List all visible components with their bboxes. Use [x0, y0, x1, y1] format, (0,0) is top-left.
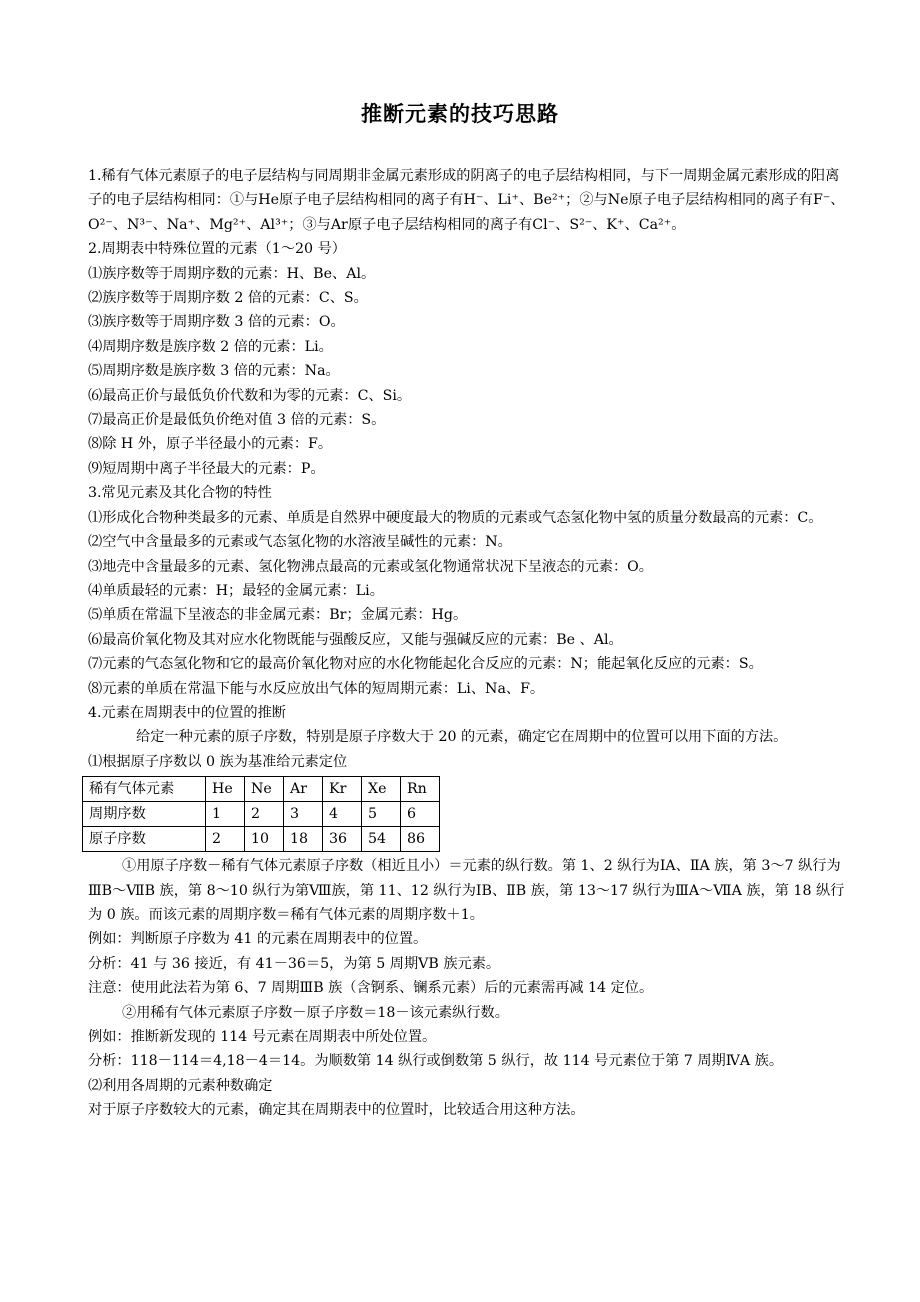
table-cell: Rn — [401, 777, 440, 802]
list-item: ⑺最高正价是最低负价绝对值 3 倍的元素：S。 — [88, 412, 386, 429]
analysis-paragraph: 分析：41 与 36 接近，有 41－36＝5，为第 5 周期ⅤB 族元素。 — [88, 955, 501, 972]
list-item: ⑷周期序数是族序数 2 倍的元素：Li。 — [88, 338, 333, 355]
example-paragraph: 例如：推断新发现的 114 号元素在周期表中所处位置。 — [88, 1029, 437, 1045]
intro-paragraph: 给定一种元素的原子序数，特别是原子序数大于 20 的元素，确定它在周期中的位置可以用下面的方法。 — [136, 729, 788, 746]
table-cell: Ar — [284, 777, 323, 802]
table-cell: 4 — [323, 802, 362, 827]
analysis-paragraph: 分析：118－114＝4,18－4＝14。为顺数第 14 纵行或倒数第 5 纵行，故 114 号元素位于第 7 周期ⅣA 族。 — [88, 1053, 784, 1070]
section-heading-2: 2.周期表中特殊位置的元素（1～20 号） — [88, 241, 346, 258]
list-item: ⑸周期序数是族序数 3 倍的元素：Na。 — [88, 363, 340, 380]
list-item: ⑶地壳中含量最多的元素、氢化物沸点最高的元素或氢化物通常状况下呈液态的元素：O。 — [88, 558, 653, 575]
table-cell: 3 — [284, 802, 323, 827]
table-cell: 54 — [362, 827, 401, 852]
list-item: ⑵空气中含量最多的元素或气态氢化物的水溶液呈碱性的元素：N。 — [88, 534, 512, 551]
table-cell: 36 — [323, 827, 362, 852]
table-cell: 2 — [206, 827, 245, 852]
table-cell: 2 — [245, 802, 284, 827]
list-item: ⑴形成化合物种类最多的元素、单质是自然界中硬度最大的物质的元素或气态氢化物中氢的质量分数最高的元素：C。 — [88, 509, 823, 526]
list-item: ⑻元素的单质在常温下能与水反应放出气体的短周期元素：Li、Na、F。 — [88, 680, 545, 697]
subheading-method-2: ⑵利用各周期的元素种数确定 — [88, 1077, 273, 1094]
section-heading-3: 3.常见元素及其化合物的特性 — [88, 485, 272, 502]
table-cell: Kr — [323, 777, 362, 802]
table-cell: He — [206, 777, 245, 802]
table-row — [83, 777, 440, 802]
note-paragraph: 注意：使用此法若为第 6、7 周期ⅢB 族（含锕系、镧系元素）后的元素需再减 14 定位。 — [88, 980, 654, 997]
subheading-method-1: ⑴根据原子序数以 0 族为基准给元素定位 — [88, 753, 348, 770]
list-item: ⑸单质在常温下呈液态的非金属元素：Br；金属元素：Hg。 — [88, 607, 468, 624]
list-item: ⑼短周期中离子半径最大的元素：P。 — [88, 460, 325, 477]
table-cell: 86 — [401, 827, 440, 852]
example-paragraph: 例如：判断原子序数为 41 的元素在周期表中的位置。 — [88, 931, 428, 948]
table-cell: Ne — [245, 777, 284, 802]
method-2-rule: ②用稀有气体元素原子序数－原子序数＝18－该元素纵行数。 — [122, 1004, 509, 1021]
table-row — [83, 827, 440, 852]
table-cell: 稀有气体元素 — [83, 777, 206, 802]
method-1-rule: ①用原子序数－稀有气体元素原子序数（相近且小）＝元素的纵行数。第 1、2 纵行为ⅠA、ⅡA 族，第 3～7 纵行为ⅢB～ⅦB 族，第 8～10 纵行为第Ⅷ族，第 11、12 纵行为ⅠB、ⅡB 族，第 13～17 纵行为ⅢA～ⅦA 族，第 18 纵行为 0 族。而该元素的周期序数＝稀有气体元素的周期序数＋1。 — [88, 858, 845, 923]
table-cell: 10 — [245, 827, 284, 852]
table-cell: 原子序数 — [83, 827, 206, 852]
document-title: 推断元素的技巧思路 — [361, 102, 559, 126]
list-item: ⑹最高正价与最低负价代数和为零的元素：C、Si。 — [88, 387, 412, 404]
table-cell: 周期序数 — [83, 802, 206, 827]
section-heading-4: 4.元素在周期表中的位置的推断 — [88, 704, 286, 721]
list-item: ⑺元素的气态氢化物和它的最高价氧化物对应的水化物能起化合反应的元素：N；能起氧化反应的元素：S。 — [88, 656, 763, 673]
table-cell: 6 — [401, 802, 440, 827]
list-item: ⑻除 H 外，原子半径最小的元素：F。 — [88, 436, 333, 453]
closing-paragraph: 对于原子序数较大的元素，确定其在周期表中的位置时，比较适合用这种方法。 — [88, 1102, 585, 1119]
table-cell: Xe — [362, 777, 401, 802]
paragraph-noble-gas-structure: 1.稀有气体元素原子的电子层结构与同周期非金属元素形成的阴离子的电子层结构相同，与下一周期金属元素形成的阳离子的电子层结构相同：①与He原子电子层结构相同的离子有H⁻、Li⁺、Be²⁺；②与Ne原子电子层结构相同的离子有F⁻、O²⁻、N³⁻、Na⁺、Mg²⁺、Al³⁺；③与Ar原子电子层结构相同的离子有Cl⁻、S²⁻、K⁺、Ca²⁺。 — [88, 168, 845, 233]
table-cell: 5 — [362, 802, 401, 827]
list-item: ⑴族序数等于周期序数的元素：H、Be、Al。 — [88, 265, 376, 282]
list-item: ⑵族序数等于周期序数 2 倍的元素：C、S。 — [88, 290, 368, 307]
list-item: ⑷单质最轻的元素：H；最轻的金属元素：Li。 — [88, 582, 384, 599]
table-cell: 18 — [284, 827, 323, 852]
document-body — [88, 164, 848, 1123]
table-cell: 1 — [206, 802, 245, 827]
list-item: ⑶族序数等于周期序数 3 倍的元素：O。 — [88, 314, 345, 331]
list-item: ⑹最高价氧化物及其对应水化物既能与强酸反应，又能与强碱反应的元素：Be 、Al。 — [88, 631, 623, 648]
noble-gas-table — [82, 776, 440, 852]
table-row — [83, 802, 440, 827]
